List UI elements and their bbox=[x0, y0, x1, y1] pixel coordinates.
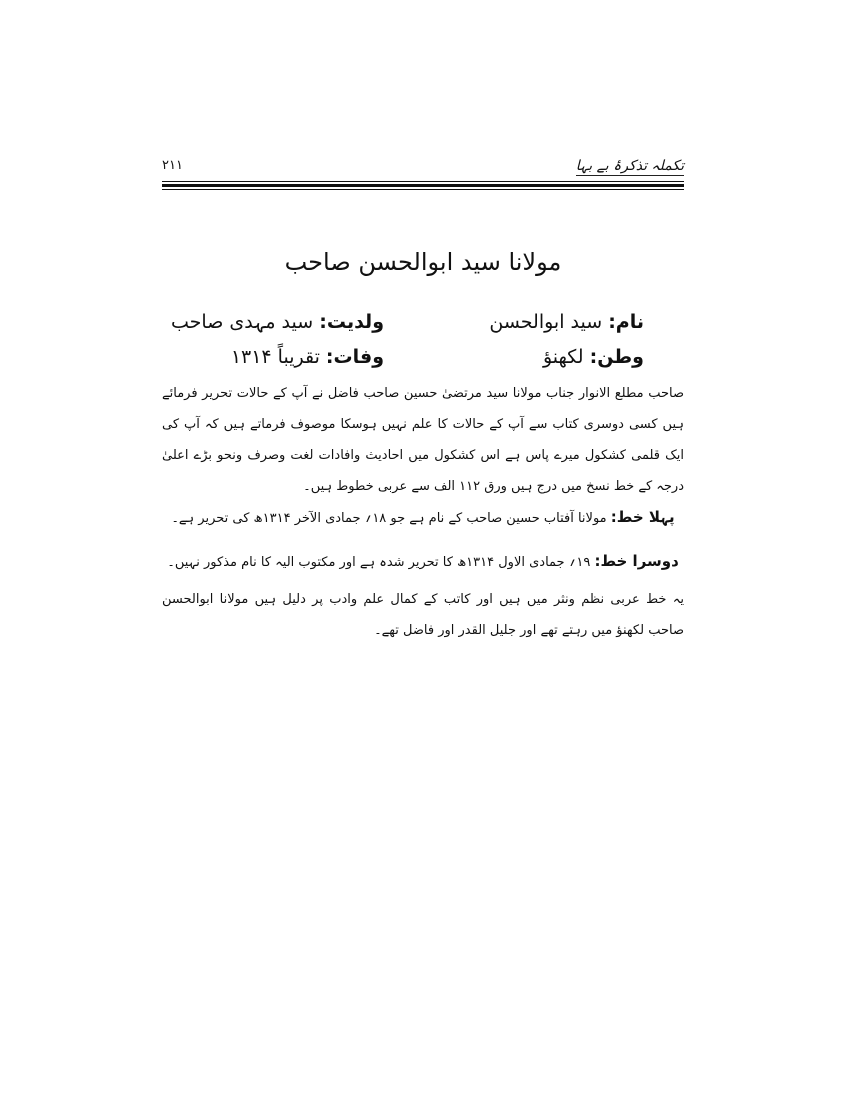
info-row-homeland bbox=[162, 346, 684, 376]
death-entry bbox=[231, 346, 384, 368]
death-label: وفات: bbox=[325, 346, 384, 368]
closing-paragraph: یہ خط عربی نظم ونثر میں ہیں اور کاتب کے کمال علم وادب پر دلیل ہیں مولانا ابوالحسن صاحب لکھنؤ میں رہتے تھے اور جلیل القدر اور فاضل تھے۔ bbox=[162, 592, 684, 638]
second-letter-text: ۱۹؍ جمادی الاول ۱۳۱۴ھ کا تحریر شدہ ہے اور مکتوب الیہ کا نام مذکور نہیں۔ bbox=[167, 555, 591, 570]
first-letter-label: پہلا خط: bbox=[610, 508, 675, 526]
section-heading: مولانا سید ابوالحسن صاحب bbox=[284, 248, 562, 276]
parentage-label: ولدیت: bbox=[319, 311, 384, 333]
death-value: تقریباً ۱۳۱۴ bbox=[230, 346, 320, 368]
info-row-name bbox=[162, 311, 684, 341]
second-letter-paragraph bbox=[162, 552, 684, 570]
parentage-value: سید مہدی صاحب bbox=[171, 311, 314, 333]
name-entry bbox=[489, 311, 644, 333]
closing-paragraph-block bbox=[162, 584, 684, 646]
page-number: ۲۱۱ bbox=[162, 158, 183, 173]
header-rule-bottom bbox=[162, 189, 684, 190]
parentage-entry bbox=[171, 311, 384, 333]
first-letter-paragraph bbox=[162, 508, 684, 526]
running-header bbox=[162, 158, 684, 180]
second-letter-label: دوسرا خط: bbox=[594, 552, 679, 570]
first-letter-text: مولانا آفتاب حسین صاحب کے نام ہے جو ۱۸؍ جمادی الآخر ۱۳۱۴ھ کی تحریر ہے۔ bbox=[171, 511, 607, 526]
header-rule-thin bbox=[162, 181, 684, 182]
header-rule-thick bbox=[162, 184, 684, 187]
name-label: نام: bbox=[608, 311, 644, 333]
intro-paragraph: صاحب مطلع الانوار جناب مولانا سید مرتضیٰ حسین صاحب فاضل نے آپ کے حالات تحریر فرمائے ہیں کسی دوسری کتاب سے آپ کے حالات کا علم نہیں ہوسکا موصوف فرماتے ہیں کہ آپ کی ایک قلمی کشکول میرے پاس ہے اس کشکول میں احادیث وافادات لغت وصرف ونحو بڑے اعلیٰ درجہ کے خط نسخ میں درج ہیں ورق ۱۱۲ الف سے عربی خطوط ہیں۔ bbox=[162, 386, 684, 494]
intro-paragraph-block bbox=[162, 378, 684, 502]
homeland-entry bbox=[543, 346, 644, 368]
name-value: سید ابوالحسن bbox=[489, 311, 603, 333]
book-title: تکملہ تذکرۂ بے بہا bbox=[575, 158, 684, 174]
homeland-value: لکھنؤ bbox=[542, 346, 584, 368]
homeland-label: وطن: bbox=[589, 346, 644, 368]
